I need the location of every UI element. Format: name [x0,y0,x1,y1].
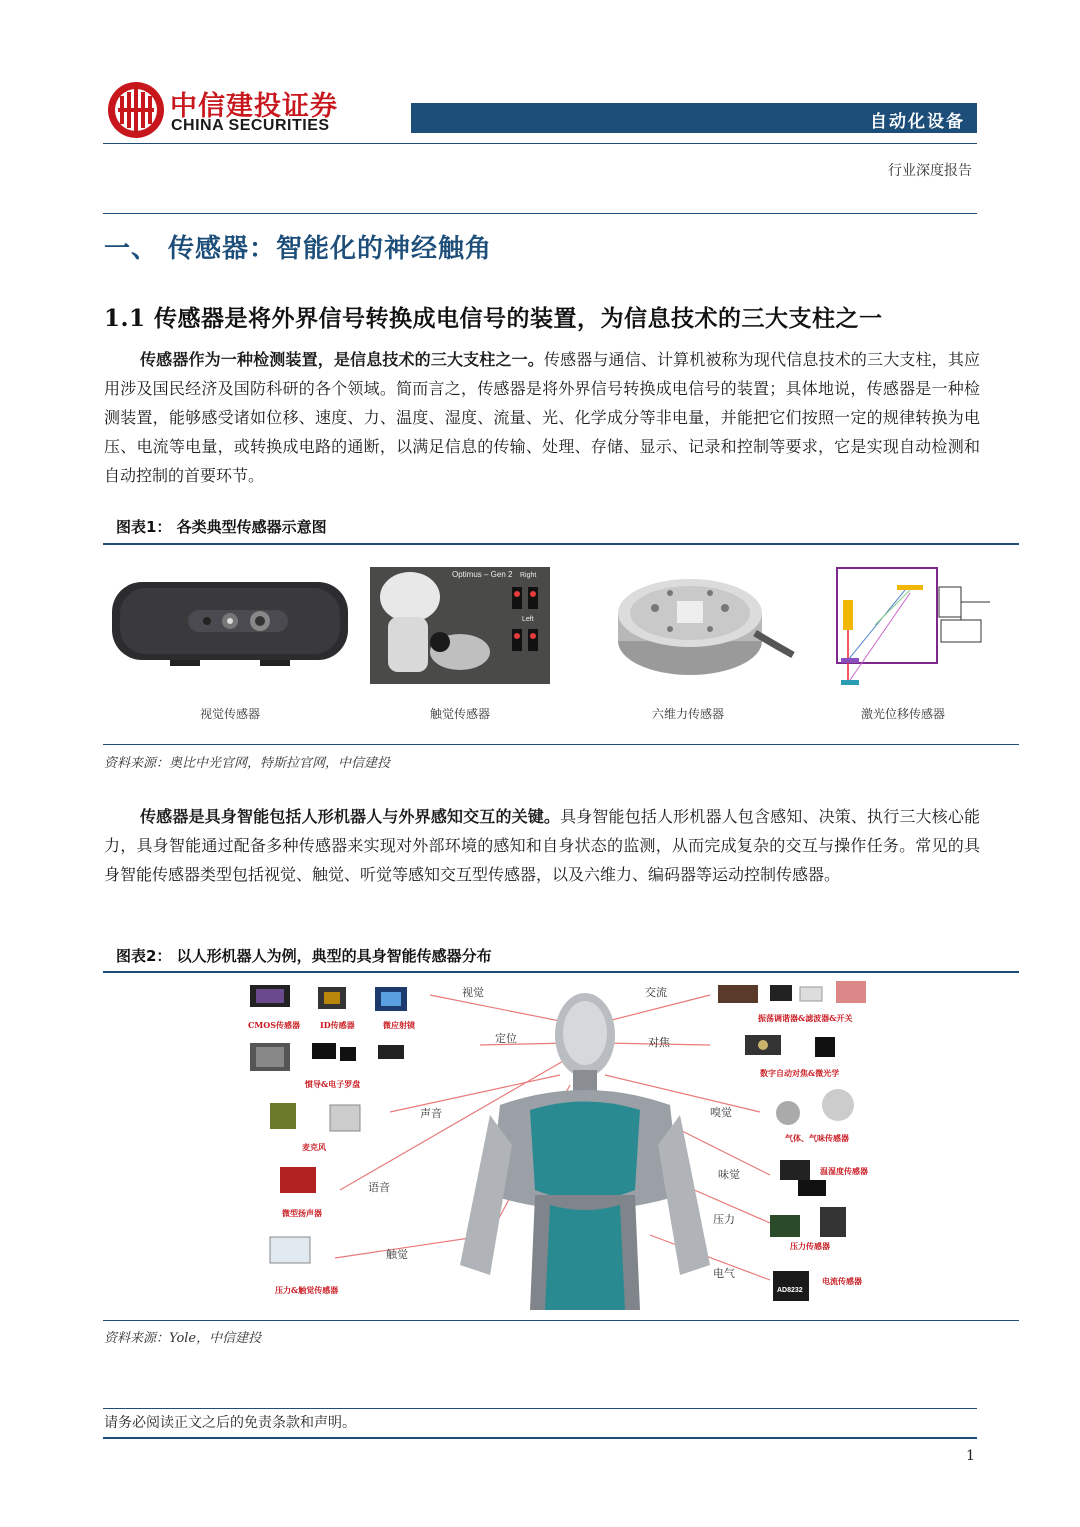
product-pressure: 压力传感器 [790,1241,830,1251]
label-taste: 味觉 [718,1168,740,1181]
logo-en-text: CHINA SECURITIES [171,117,330,134]
figure-2-bottom-rule [103,1320,1019,1321]
product-imu: 惯导&电子罗盘 [305,1079,361,1089]
laser-sensor-diagram [815,565,995,690]
logo-emblem [108,82,164,138]
figure-2-top-rule [103,971,1019,973]
subsection-title: 1.1 传感器是将外界信号转换成电信号的装置，为信息技术的三大支柱之一 [104,305,883,332]
report-type: 行业深度报告 [888,163,972,179]
figure-2-source: 资料来源：Yole，中信建投 [104,1331,262,1346]
product-current: 电流传感器 [822,1276,862,1286]
label-focus: 对焦 [648,1036,670,1049]
paragraph-2 [104,802,980,889]
tactile-label-right: Right [520,572,537,579]
visual-sensor-image [110,580,350,670]
label-touch: 触觉 [386,1248,408,1261]
tactile-sensor-image [370,567,550,684]
caption-laser: 激光位移传感器 [860,707,945,721]
section-title: 一、 传感器：智能化的神经触角 [104,234,493,264]
label-pressure: 压力 [713,1213,735,1226]
label-smell: 嗅觉 [710,1106,732,1119]
footer-rule-bottom [103,1437,977,1439]
page-number: 1 [966,1448,975,1464]
footer-rule-top [103,1408,977,1409]
robot-sensor-figure [240,975,880,1315]
caption-visual: 视觉传感器 [199,707,260,721]
paragraph-1-body: 传感器与通信、计算机被称为现代信息技术的三大支柱，其应用涉及国民经济及国防科研的各个领域。简而言之，传感器是将外界信号转换成电信号的装置；具体地说，传感器是一种检测装置，能够感受诸如位移、速度、力、温度、湿度、流量、光、化学成分等非电量，并能把它们按照一定的规律转换为电压、电流等电量，或转换成电路的通断，以满足信息的传输、处理、存储、显示、记录和控制等要求，它是实现自动检测和自动控制的首要环节。 [104,350,980,485]
product-humidity: 温湿度传感器 [820,1166,868,1176]
figure-1-title: 图表1： 各类典型传感器示意图 [116,518,327,536]
product-id-sensor: ID传感器 [320,1020,355,1030]
paragraph-2-lead: 传感器是具身智能包括人形机器人与外界感知交互的关键。 [140,807,561,826]
chip-marking: AD8232 [777,1287,803,1294]
label-positioning: 定位 [495,1032,517,1045]
product-tactile: 压力&触觉传感器 [275,1285,339,1295]
sector-label: 自动化设备 [870,112,965,132]
product-rf-filter: 振荡调谐器&滤波器&开关 [758,1013,853,1023]
product-microphone: 麦克风 [302,1142,326,1152]
product-gas-sensor: 气体、气味传感器 [785,1133,849,1143]
header-rule-bottom [103,213,977,214]
label-vision: 视觉 [462,986,484,999]
header-rule [103,143,977,144]
figure-1-bottom-rule [103,744,1019,745]
figure-1-source: 资料来源：奥比中光官网，特斯拉官网，中信建投 [104,756,391,771]
paragraph-1 [104,345,980,490]
figure-2-title: 图表2： 以人形机器人为例，典型的具身智能传感器分布 [116,947,492,965]
product-cmos: CMOS传感器 [248,1020,300,1030]
disclaimer-note: 请务必阅读正文之后的免责条款和声明。 [104,1415,356,1431]
logo-cn-text: 中信建投证券 [170,91,338,122]
label-sound: 声音 [420,1107,442,1120]
force-sensor-image [615,563,795,688]
product-speaker: 微型扬声器 [282,1208,322,1218]
logo-emblem-icon [108,82,164,138]
figure-1-top-rule [103,543,1019,545]
label-electrical: 电气 [713,1267,735,1280]
label-voice: 语音 [368,1181,390,1194]
product-micro-mirror: 微应射镜 [383,1020,415,1030]
paragraph-2-body: 具身智能包括人形机器人包含感知、决策、执行三大核心能力，具身智能通过配备多种传感器来实现对外部环境的感知和自身状态的监测，从而完成复杂的交互与操作任务。常见的具身智能传感器类型包括视觉、触觉、听觉等感知交互型传感器，以及六维力、编码器等运动控制传感器。 [104,807,980,884]
sector-banner [411,103,977,133]
paragraph-1-lead: 传感器作为一种检测装置，是信息技术的三大支柱之一。 [140,350,544,369]
product-autofocus: 数字自动对焦&微光学 [760,1068,840,1078]
tactile-label-top: Optimus – Gen 2 [452,570,513,579]
tactile-label-left: Left [522,616,534,623]
caption-force: 六维力传感器 [651,707,724,721]
caption-tactile: 触觉传感器 [429,707,490,721]
label-communication: 交流 [645,986,667,999]
